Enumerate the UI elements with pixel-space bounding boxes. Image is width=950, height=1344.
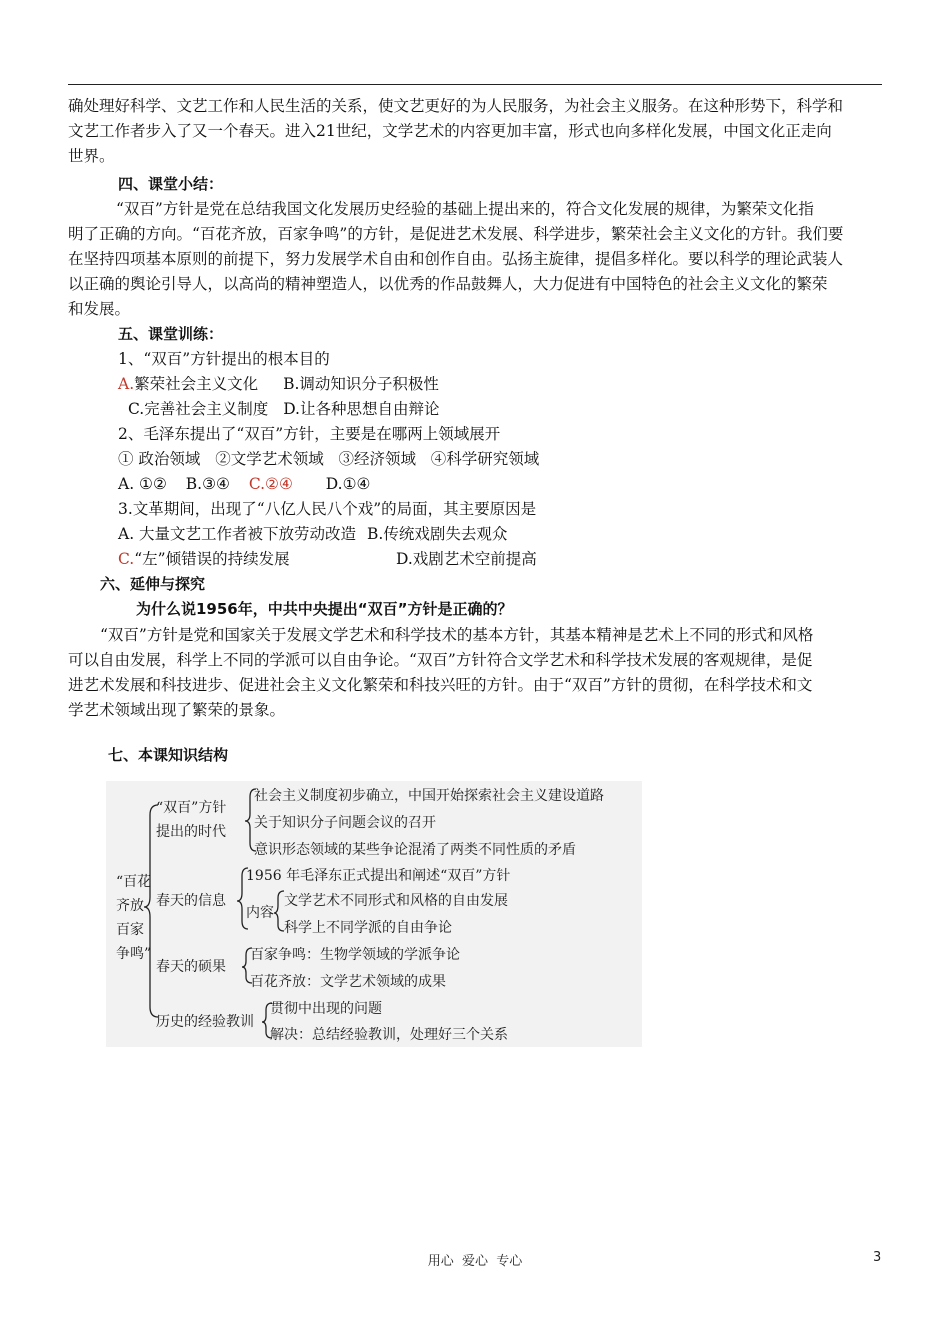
summary-line-2: 明了正确的方向。“百花齐放，百家争鸣”的方针，是促进艺术发展、科学进步，繁荣社会主义文化的方针。我们要 — [68, 225, 844, 243]
q1-options-row2 — [128, 397, 948, 421]
q3-option-c-letter: C. — [118, 550, 135, 568]
branch4-label: 历史的经验教训 — [156, 1014, 254, 1030]
intro-line-1: 确处理好科学、文艺工作和人民生活的关系，使文艺更好的为人民服务，为社会主义服务。在这种形势下，科学和 — [68, 97, 844, 115]
extension-line-3: 进艺术发展和科技进步、促进社会主义文化繁荣和科技兴旺的方针。由于“双百”方针的贯彻，在科学技术和文 — [68, 676, 813, 694]
page-number: 3 — [873, 1250, 882, 1265]
q2-option-a: A. ①② — [118, 475, 167, 493]
branch1-label-1: “双百”方针 — [156, 800, 227, 816]
q1-option-d: D.让各种思想自由辩论 — [283, 400, 440, 418]
extension-question: 为什么说1956年，中共中央提出“双百”方针是正确的？ — [136, 600, 513, 618]
branch4-item-2: 解决：总结经验教训，处理好三个关系 — [270, 1027, 508, 1043]
branch2-sub-label: 内容 — [246, 905, 274, 921]
q2-options — [118, 472, 938, 496]
q3-options-row1 — [118, 522, 938, 546]
extension-line-2: 可以自由发展，科学上不同的学派可以自由争论。“双百”方针符合文学艺术和科学技术发展的客观规律，是促 — [68, 651, 813, 669]
q2-items: ① 政治领域 ②文学艺术领域 ③经济领域 ④科学研究领域 — [118, 450, 540, 468]
training-heading: 五、课堂训练： — [118, 325, 224, 343]
q1-option-a-letter: A. — [118, 375, 135, 393]
q3-option-a: A. 大量文艺工作者被下放劳动改造 — [118, 525, 357, 543]
q2-stem: 2、毛泽东提出了“双百”方针，主要是在哪两上领域展开 — [118, 425, 501, 443]
summary-line-3: 在坚持四项基本原则的前提下，努力发展学术自由和创作自由。弘扬主旋律，提倡多样化。要以科学的理论武装人 — [68, 250, 844, 268]
branch1-item-3: 意识形态领域的某些争论混淆了两类不同性质的矛盾 — [254, 842, 576, 858]
branch3-item-2: 百花齐放：文学艺术领域的成果 — [250, 974, 446, 990]
root-label-2: 齐放 — [116, 898, 144, 914]
branch2-item-1: 1956 年毛泽东正式提出和阐述“双百”方针 — [246, 868, 511, 884]
root-label-1: “百花 — [116, 874, 152, 890]
q3-option-c-text: “左”倾错误的持续发展 — [134, 550, 290, 568]
branch3-label: 春天的硕果 — [156, 959, 226, 975]
summary-line-4: 以正确的舆论引导人，以高尚的精神塑造人，以优秀的作品鼓舞人，大力促进有中国特色的社会主义文化的繁荣 — [68, 275, 828, 293]
q3-options-row2 — [118, 547, 938, 571]
knowledge-structure-diagram — [106, 781, 642, 1047]
q2-option-d: D.①④ — [325, 475, 371, 493]
root-label-3: 百家 — [116, 922, 144, 938]
q1-options-row1 — [118, 372, 938, 396]
q1-option-a-text: 繁荣社会主义文化 — [134, 375, 259, 393]
content-brace — [274, 891, 284, 931]
summary-line-5: 和发展。 — [68, 300, 131, 318]
branch1-item-2: 关于知识分子问题会议的召开 — [254, 815, 436, 831]
branch1-label-2: 提出的时代 — [156, 824, 226, 840]
branch4-item-1: 贯彻中出现的问题 — [270, 1001, 382, 1017]
root-label-4: 争鸣” — [116, 946, 152, 962]
q1-stem: 1、“双百”方针提出的根本目的 — [118, 350, 330, 368]
q3-option-d: D.戏剧艺术空前提高 — [396, 550, 537, 568]
q3-option-b: B.传统戏剧失去观众 — [367, 525, 508, 543]
summary-line-1: “双百”方针是党在总结我国文化发展历史经验的基础上提出来的，符合文化发展的规律，为繁荣文化指 — [116, 200, 814, 218]
branch2-sub-item-2: 科学上不同学派的自由争论 — [284, 920, 452, 936]
q2-option-c: C.②④ — [248, 475, 293, 493]
q1-option-b: B.调动知识分子积极性 — [283, 375, 439, 393]
branch2-label: 春天的信息 — [156, 893, 226, 909]
branch1-item-1: 社会主义制度初步确立，中国开始探索社会主义建设道路 — [254, 788, 604, 804]
intro-line-2: 文艺工作者步入了又一个春天。进入21世纪，文学艺术的内容更加丰富，形式也向多样化发展，中国文化正走向 — [68, 122, 832, 140]
structure-heading: 七、本课知识结构 — [108, 746, 229, 764]
footer-motto: 用心 爱心 专心 — [427, 1254, 523, 1269]
intro-line-3: 世界。 — [68, 147, 115, 165]
header-rule — [68, 84, 882, 85]
branch2-sub-item-1: 文学艺术不同形式和风格的自由发展 — [284, 893, 508, 909]
q1-option-c: C.完善社会主义制度 — [128, 400, 269, 418]
branch3-item-1: 百家争鸣：生物学领域的学派争论 — [250, 947, 460, 963]
q3-stem: 3.文革期间，出现了“八亿人民八个戏”的局面，其主要原因是 — [118, 500, 537, 518]
extension-heading: 六、延伸与探究 — [100, 575, 206, 593]
q2-option-b: B.③④ — [185, 475, 230, 493]
summary-heading: 四、课堂小结： — [118, 175, 224, 193]
extension-line-4: 学艺术领域出现了繁荣的景象。 — [68, 701, 286, 719]
extension-line-1: “双百”方针是党和国家关于发展文学艺术和科学技术的基本方针，其基本精神是艺术上不同的形式和风格 — [100, 626, 814, 644]
